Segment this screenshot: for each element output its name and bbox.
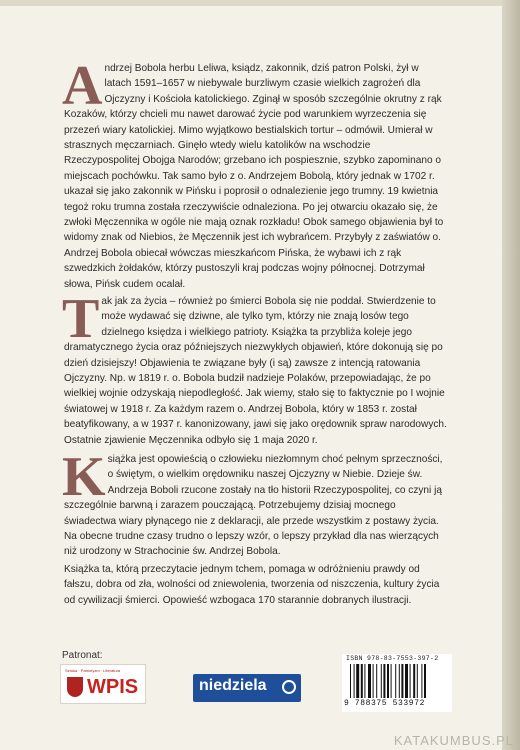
drop-cap: K <box>62 446 106 508</box>
wpis-wordmark: WPIS <box>87 676 139 698</box>
paragraph-text: Książka ta, którą przeczytacie jednym tchem, pomaga w odróżnieniu prawdy od fałszu, dobra od zła, wolności od zniewolenia, tworzenia od niszczenia, kultury życia od cywilizacji śmierci. Opowieść wzbogaca 170 starannie dobranych ilustracji. <box>64 564 440 606</box>
wpis-tagline: Sztuka · Patriotyzm · Literatura <box>65 668 121 673</box>
isbn-number: ISBN 978-83-7553-397-2 <box>346 655 439 662</box>
barcode <box>342 654 452 712</box>
blurb-paragraph-1 <box>62 55 448 292</box>
patronage-label: Patronat: <box>62 650 103 661</box>
paragraph-text: siążka jest opowieścią o człowieku niezłomnym choć pełnym sprzeczności, o świętym, o wielkim orędowniku naszej Ojczyzny w Niebie. Dzieje św. Andrzeja Boboli rzucone zostały na tło historii Rzeczypospolitej, co czyni ją szczególnie barwną i zarazem pouczającą. Potrzebujemy dzisiaj mocnego świadectwa wiary płynącego nie z deklaracji, ale przede wszystkim z postawy życia. Na obecne trudne czasy trudno o lepszy wzór, o lepszy przykład dla nas wierzących niż urodzony w Strachocinie św. Andrzej Bobola. <box>64 454 443 558</box>
eagle-crest-icon <box>67 677 83 697</box>
blurb-paragraph-3 <box>62 446 448 560</box>
top-edge <box>0 0 520 6</box>
barcode-digits: 9 788375 533972 <box>344 699 426 708</box>
paragraph-text: ak jak za życia – również po śmierci Bobola się nie poddał. Stwierdzenie to może wydawać się dziwne, ale tylko tym, którzy nie znają losów tego dzielnego księdza i wielkiego patrioty. Książka ta przybliża koleje jego dramatycznego życia oraz późniejszych niezwykłych objawień, które dokonują się po dzień dzisiejszy! Objawienia te związane były (i są) zawsze z intencją ratowania Ojczyzny. Np. w 1819 r. o. Bobola budził nadzieje Polaków, przepowiadając, że po wielkiej wojnie odzyskają niepodległość. Jak wiemy, stało się to faktycznie po I wojnie światowej w 1918 r. Za każdym razem o. Andrzej Bobola, który w 1853 r. został beatyfikowany, a w 1937 r. kanonizowany, jawi się jako orędownik spraw narodowych. Ostatnie zjawienie Męczennika odbyło się 1 maja 2020 r. <box>64 296 447 446</box>
cross-emblem-icon <box>282 680 296 694</box>
paragraph-text: ndrzej Bobola herbu Leliwa, ksiądz, zakonnik, dziś patron Polski, żył w latach 1591–1657 w niebywale burzliwym czasie wielkich zagrożeń dla Ojczyzny i Kościoła katolickiego. Zginął w sposób szczególnie okrutny z rąk Kozaków, którzy chcieli mu nawet darować życie pod warunkiem wyrzeczenia się przezeń wiary katolickiej. Mimo wyjątkowo bestialskich tortur – odmówił. Umierał w strasznych męczarniach. Ginęło wtedy wielu katolików na wschodzie Rzeczypospolitej Obojga Narodów; grzebano ich pospiesznie, szybko zapominano o miejscach pochówku. Tak samo było z o. Andrzejem Bobolą, który jednak w 1702 r. ukazał się jako zakonnik w Pińsku i poprosił o odnalezienie jego trumny. 19 kwietnia tegoż roku trumna została rzeczywiście odnaleziona. Po jej otwarciu okazało się, że zwłoki Męczennika w ogóle nie mają oznak rozkładu! Obok samego objawienia był to widomy znak od Niebios, że Męczennik jest ich wybrańcem. Przybyły z zaświatów o. Andrzej Bobola obiecał wówczas mieszkańcom Pińska, że wybawi ich z rąk szwedzkich żołdaków, którzy pustoszyli kraj podczas wojny północnej. Dotrzymał słowa, Pińsk cudem ocalał. <box>64 63 444 290</box>
barcode-bars <box>350 664 446 698</box>
drop-cap: A <box>62 55 103 117</box>
niedziela-logo <box>193 674 301 702</box>
niedziela-wordmark: niedziela <box>199 677 267 694</box>
spine-edge <box>502 0 520 750</box>
drop-cap: T <box>62 288 100 350</box>
blurb-paragraph-2 <box>62 288 448 448</box>
wpis-logo <box>60 664 146 704</box>
blurb-paragraph-4 <box>64 562 448 608</box>
watermark: KATAKUMBUS.PL <box>393 733 514 748</box>
